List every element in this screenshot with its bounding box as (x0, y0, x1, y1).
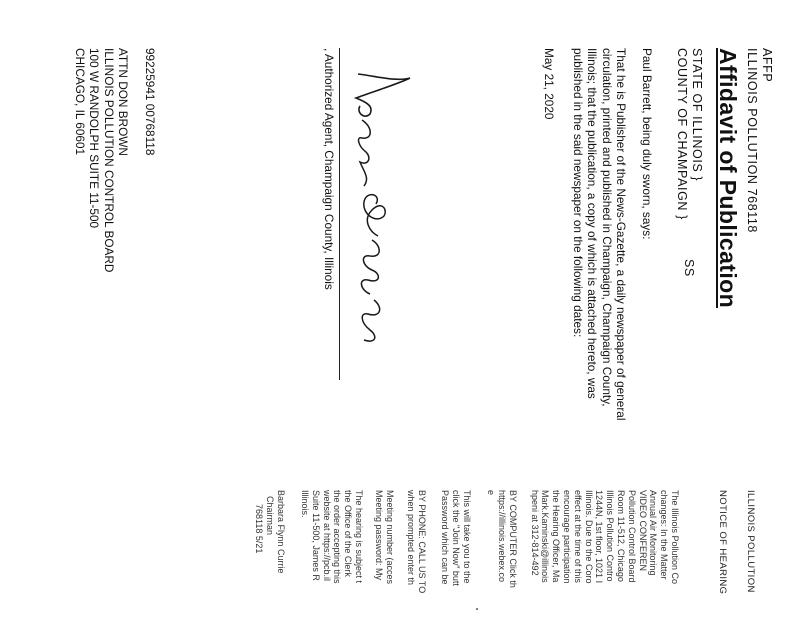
notice-line: Meeting number (acces (385, 490, 395, 585)
notice-line: Annual Air Monitoring (648, 490, 659, 576)
notice-line: Room 11-512, Chicago (616, 490, 627, 582)
notice-line: Meeting password: My (374, 490, 385, 581)
signature-line (339, 48, 340, 380)
notice-line: The hearing is subject t (354, 490, 364, 584)
notice-line: BY COMPUTER Click th (508, 490, 518, 588)
attached-notice-clipping (202, 490, 762, 618)
account-line: ILLINOIS POLLUTION 768118 (745, 48, 759, 233)
signature-caption: , Authorized Agent, Champaign County, Illinois (322, 48, 336, 290)
notice-line: the order accepting this (332, 490, 343, 584)
notice-line: hpeni at 312-814-492 (529, 490, 540, 576)
publication-date: May 21, 2020 (542, 48, 556, 120)
notice-paragraph (486, 490, 518, 588)
document-title: Affidavit of Publication (715, 48, 741, 309)
notice-line: Illinois Pollution Contro (605, 490, 616, 582)
address-line: ILLINOIS POLLUTION CONTROL BOARD (101, 48, 116, 273)
scan-speck (476, 608, 478, 610)
notice-paragraph (405, 490, 427, 593)
notice-line: encourage participation (562, 490, 573, 584)
county-line: COUNTY OF CHAMPAIGN } (675, 48, 689, 220)
notice-signer (254, 490, 286, 574)
notice-line: when prompted enter th (406, 490, 417, 586)
notice-line: VIDEO CONFEREN (637, 490, 648, 572)
sworn-statement: Paul Barrett, being duly sworn, says: (640, 48, 654, 240)
notice-paragraph (529, 490, 680, 584)
notice-line: This will take you to the (462, 490, 472, 584)
publication-statement: That he is Publisher of the News-Gazette, a daily newspaper of general circulation, printed and published in Champaign, Champaign County, Illinois; that the publication, a copy of which is attached hereto, was published in the said newspaper on the following dates: (570, 48, 628, 421)
address-line: CHICAGO, IL 60601 (72, 48, 87, 156)
notice-line: https://illinois.webex.co (497, 490, 508, 583)
notice-paragraph (440, 490, 472, 586)
affidavit-code: AFFP (760, 48, 774, 83)
notice-line: click the "Join Now" butt (451, 490, 462, 586)
notice-line: Password which can be (440, 490, 451, 585)
notice-line: effect at the time of this (572, 490, 583, 583)
notice-subheading: NOTICE OF HEARING (717, 490, 728, 595)
notice-line: website at https://pcb.il (321, 490, 332, 582)
notice-line: 1244N, 1st floor, 1021 I (594, 490, 605, 584)
address-line: ATTN DON BROWN (116, 48, 130, 156)
notice-line: Suite 11-500, James R (310, 490, 321, 581)
notice-line: the Office of the Clerk (343, 490, 354, 577)
notice-line: BY PHONE: CALL US TO (417, 490, 427, 594)
notice-heading: ILLINOIS POLLUTION (745, 490, 756, 593)
notice-ref: 768118 5/21 (254, 504, 265, 554)
state-line: STATE OF ILLINOIS } (690, 48, 704, 182)
notice-line: Pollution Control Board (626, 490, 637, 583)
notice-line: changes: In the Matter (659, 490, 670, 580)
signer-title: Chairman (265, 496, 276, 536)
notice-line: the Hearing Officer, Ma (551, 490, 562, 583)
handwritten-signature (338, 54, 416, 358)
signer-name: Barbara Flynn Currie (276, 490, 286, 574)
signature-area (338, 54, 416, 358)
notice-line: e (486, 490, 497, 496)
ss-mark: SS (682, 259, 696, 277)
notice-line: Mark.Kaminski@illinois (540, 490, 551, 583)
address-line: 100 W RANDOLPH SUITE 11-500 (87, 48, 102, 229)
notice-paragraph (373, 490, 395, 584)
reference-numbers: 99225941 00768118 (143, 48, 157, 156)
notice-line: The Illinois Pollution Co (670, 490, 680, 585)
notice-paragraph (299, 490, 364, 584)
notice-line: Illinois. Due to the Coro (583, 490, 594, 584)
notice-line: Illinois. (300, 490, 311, 518)
mailing-address (72, 48, 130, 272)
